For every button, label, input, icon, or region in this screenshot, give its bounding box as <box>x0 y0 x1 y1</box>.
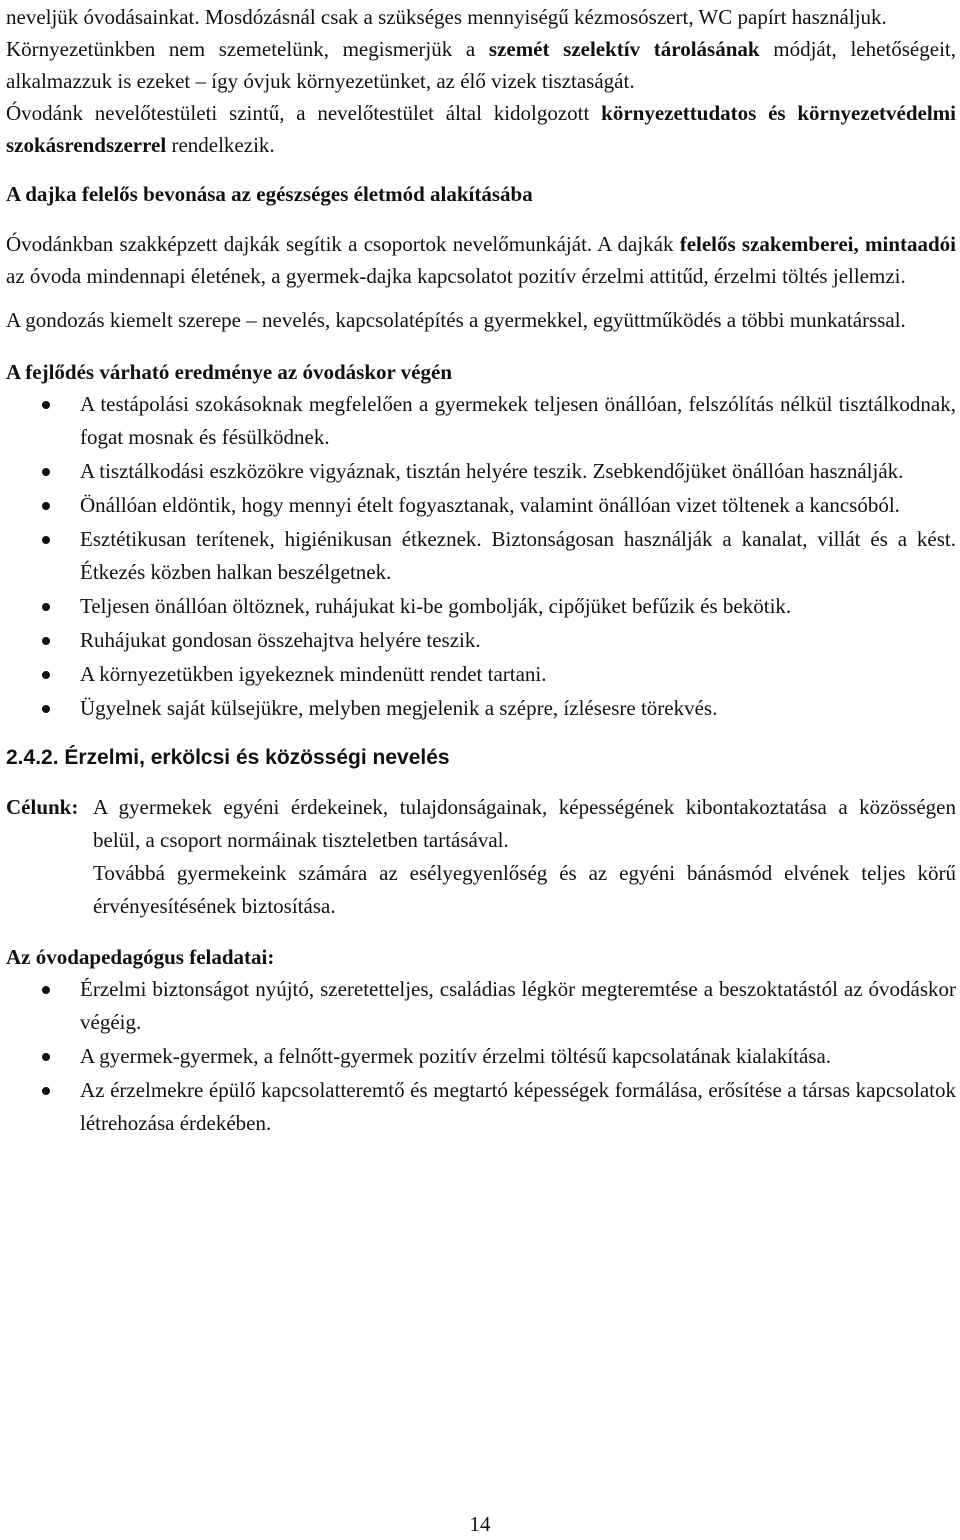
fejlodes-list <box>6 388 956 725</box>
dajka-paragraph-1 <box>6 228 956 292</box>
intro-paragraph-2 <box>6 33 956 97</box>
celunk-block <box>6 791 956 923</box>
list-item: A környezetükben igyekeznek mindenütt rendet tartani. <box>6 658 956 691</box>
celunk-paragraph-2: Továbbá gyermekeink számára az esélyegyenlőség és az egyéni bánásmód elvének teljes körű érvényesítésének biztosítása. <box>93 861 956 918</box>
page-number: 14 <box>469 1512 491 1536</box>
dajka-heading: A dajka felelős bevonása az egészséges életmód alakításába <box>6 182 533 206</box>
intro-p3-end: rendelkezik. <box>166 133 275 157</box>
list-item: A tisztálkodási eszközökre vigyáznak, tisztán helyére teszik. Zsebkendőjüket önállóan használják. <box>6 455 956 488</box>
intro-p3-bold: környezettudatos és környezetvédelmi szokásrendszerrel <box>6 101 956 157</box>
intro-p3-start: Óvodánk nevelőtestületi szintű, a nevelőtestület által kidolgozott <box>6 101 602 125</box>
intro-p2-end: módját, lehetőségeit, alkalmazzuk is ezeket – így óvjuk környezetünket, az élő vizek tisztaságát. <box>6 37 956 93</box>
intro-p2-start: Környezetünkben nem szemetelünk, megismerjük a <box>6 37 489 61</box>
feladatok-heading: Az óvodapedagógus feladatai: <box>6 945 275 969</box>
intro-p2-bold: szemét szelektív tárolásának <box>488 37 760 61</box>
list-item: A testápolási szokásoknak megfelelően a gyermekek teljesen önállóan, felszólítás nélkül tisztálkodnak, fogat mosnak és fésülködnek. <box>6 388 956 454</box>
list-item: A gyermek-gyermek, a felnőtt-gyermek pozitív érzelmi töltésű kapcsolatának kialakítása. <box>6 1040 956 1073</box>
intro-paragraph-3 <box>6 97 956 161</box>
celunk-body <box>93 791 956 923</box>
dajka-p1-start: Óvodánkban szakképzett dajkák segítik a csoportok nevelőmunkáját. A dajkák <box>6 232 680 256</box>
dajka-p1-end: az óvoda mindennapi életének, a gyermek-dajka kapcsolatot pozitív érzelmi attitűd, érzelmi töltés jellemzi. <box>6 264 906 288</box>
list-item: Ruhájukat gondosan összehajtva helyére teszik. <box>6 624 956 657</box>
fejlodes-heading: A fejlődés várható eredménye az óvodáskor végén <box>6 360 453 384</box>
list-item: Önállóan eldöntik, hogy mennyi ételt fogyasztanak, valamint önállóan vizet töltenek a kancsóból. <box>6 489 956 522</box>
dajka-p1-bold: felelős szakemberei, mintaadói <box>679 232 957 256</box>
intro-paragraph-1: neveljük óvodásainkat. Mosdózásnál csak a szükséges mennyiségű kézmosószert, WC papírt használjuk. <box>6 5 887 29</box>
dajka-paragraph-2: A gondozás kiemelt szerepe – nevelés, kapcsolatépítés a gyermekkel, együttműködés a többi munkatárssal. <box>6 308 906 332</box>
list-item: Érzelmi biztonságot nyújtó, szeretetteljes, családias légkör megteremtése a beszoktatástól az óvodáskor végéig. <box>6 973 956 1039</box>
section-heading: 2.4.2. Érzelmi, erkölcsi és közösségi nevelés <box>6 746 450 769</box>
list-item: Az érzelmekre épülő kapcsolatteremtő és megtartó képességek formálása, erősítése a társas kapcsolatok létrehozása érdekében. <box>6 1074 956 1140</box>
celunk-label: Célunk: <box>6 795 79 819</box>
list-item: Esztétikusan terítenek, higiénikusan étkeznek. Biztonságosan használják a kanalat, villát és a kést. Étkezés közben halkan beszélgetnek. <box>6 523 956 589</box>
document-page <box>6 0 956 1140</box>
celunk-paragraph-1: A gyermekek egyéni érdekeinek, tulajdonságainak, képességének kibontakoztatása a közösségen belül, a csoport normáinak tiszteletben tartásával. <box>93 795 956 852</box>
feladatok-list <box>6 973 956 1140</box>
list-item: Teljesen önállóan öltöznek, ruhájukat ki-be gombolják, cipőjüket befűzik és bekötik. <box>6 590 956 623</box>
list-item: Ügyelnek saját külsejükre, melyben megjelenik a szépre, ízlésesre törekvés. <box>6 692 956 725</box>
